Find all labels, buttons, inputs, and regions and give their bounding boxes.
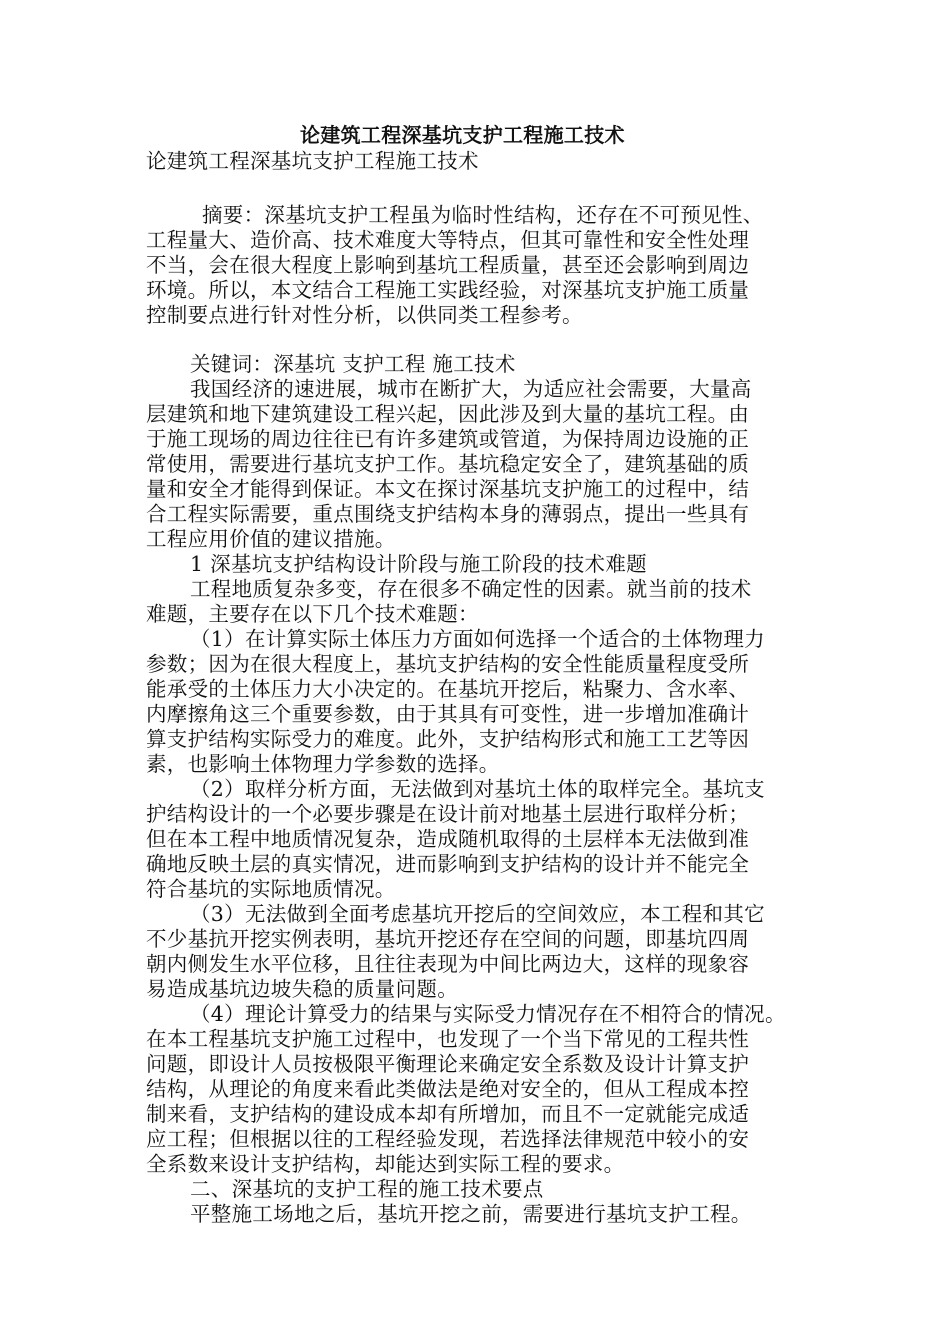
body-line: （2）取样分析方面，无法做到对基坑土体的取样完全。基坑支: [190, 777, 765, 801]
body-line: 于施工现场的周边往往已有许多建筑或管道，为保持周边设施的正: [146, 427, 750, 451]
section-heading: 二、深基坑的支护工程的施工技术要点: [190, 1177, 544, 1201]
body-line: 难题，主要存在以下几个技术难题：: [146, 602, 479, 626]
body-line: 朝内侧发生水平位移，且往往表现为中间比两边大，这样的现象容: [146, 952, 750, 976]
body-line: 不少基抗开挖实例表明，基坑开挖还存在空间的问题，即基坑四周: [146, 927, 750, 951]
abstract-line: 不当，会在很大程度上影响到基坑工程质量，甚至还会影响到周边: [146, 253, 750, 277]
abstract-line: 工程量大、造价高、技术难度大等特点，但其可靠性和安全性处理: [146, 228, 750, 252]
body-line: 全系数来设计支护结构，却能达到实际工程的要求。: [146, 1152, 625, 1176]
body-line: 在本工程基坑支护施工过程中，也发现了一个当下常见的工程共性: [146, 1027, 750, 1051]
body-line: 工程应用价值的建议措施。: [146, 527, 396, 551]
body-line: 层建筑和地下建筑建设工程兴起，因此涉及到大量的基坑工程。由: [146, 402, 750, 426]
body-line: 问题，即设计人员按极限平衡理论来确定安全系数及设计计算支护: [146, 1052, 750, 1076]
body-line: 平整施工场地之后，基坑开挖之前，需要进行基坑支护工程。: [190, 1202, 752, 1226]
body-line: （3）无法做到全面考虑基坑开挖后的空间效应，本工程和其它: [190, 902, 765, 926]
body-line: 护结构设计的一个必要步骤是在设计前对地基土层进行取样分析；: [146, 802, 750, 826]
body-line: 合工程实际需要，重点围绕支护结构本身的薄弱点，提出一些具有: [146, 502, 750, 526]
abstract-line: 环境。所以，本文结合工程施工实践经验，对深基坑支护施工质量: [146, 278, 750, 302]
body-line: 工程地质复杂多变，存在很多不确定性的因素。就当前的技术: [190, 577, 752, 601]
keywords-line: 关键词：深基坑 支护工程 施工技术: [190, 352, 516, 376]
body-line: 常使用，需要进行基坑支护工作。基坑稳定安全了，建筑基础的质: [146, 452, 750, 476]
body-line: 制来看，支护结构的建设成本却有所增加，而且不一定就能完成适: [146, 1102, 750, 1126]
body-line: 内摩擦角这三个重要参数，由于其具有可变性，进一步增加准确计: [146, 702, 750, 726]
body-line: 但在本工程中地质情况复杂，造成随机取得的土层样本无法做到准: [146, 827, 750, 851]
body-line: 参数；因为在很大程度上，基坑支护结构的安全性能质量程度受所: [146, 652, 750, 676]
body-line: 能承受的土体压力大小决定的。在基坑开挖后，粘聚力、含水率、: [146, 677, 750, 701]
body-line: 应工程；但根据以往的工程经验发现，若选择法律规范中较小的安: [146, 1127, 750, 1151]
body-line: （1）在计算实际土体压力方面如何选择一个适合的土体物理力: [190, 627, 765, 651]
section-heading: 1 深基坑支护结构设计阶段与施工阶段的技术难题: [190, 552, 647, 576]
document-title: 论建筑工程深基坑支护工程施工技术: [300, 123, 625, 147]
body-line: （4）理论计算受力的结果与实际受力情况存在不相符合的情况。: [190, 1002, 786, 1026]
document-subtitle: 论建筑工程深基坑支护工程施工技术: [146, 149, 479, 173]
body-line: 符合基坑的实际地质情况。: [146, 877, 396, 901]
body-line: 算支护结构实际受力的难度。此外，支护结构形式和施工工艺等因: [146, 727, 750, 751]
abstract-line: 摘要：深基坑支护工程虽为临时性结构，还存在不可预见性、: [202, 203, 764, 227]
body-line: 量和安全才能得到保证。本文在探讨深基坑支护施工的过程中，结: [146, 477, 750, 501]
body-line: 易造成基坑边坡失稳的质量问题。: [146, 977, 458, 1001]
body-line: 结构，从理论的角度来看此类做法是绝对安全的，但从工程成本控: [146, 1077, 750, 1101]
body-line: 确地反映土层的真实情况，进而影响到支护结构的设计并不能完全: [146, 852, 750, 876]
body-line: 我国经济的速进展，城市在断扩大，为适应社会需要，大量高: [190, 377, 752, 401]
body-line: 素，也影响土体物理力学参数的选择。: [146, 752, 500, 776]
abstract-line: 控制要点进行针对性分析，以供同类工程参考。: [146, 303, 583, 327]
